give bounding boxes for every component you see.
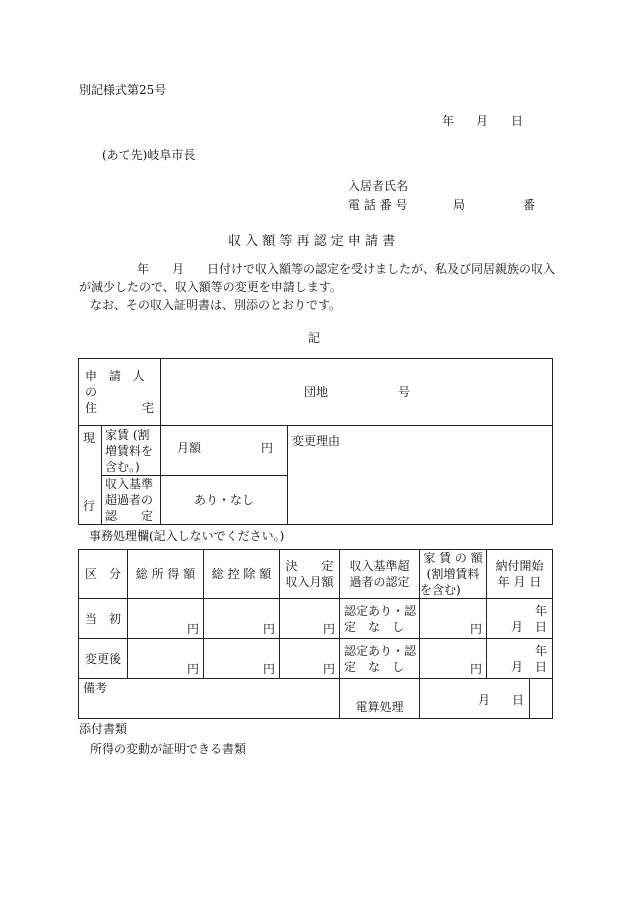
body-line3: なお、その収入証明書は、別添のとおりです。 (90, 298, 342, 312)
current-char-1: 現 (83, 431, 96, 445)
computer-label-cell (340, 679, 420, 719)
row-changed-month-day: 月 日 (510, 659, 547, 674)
header-over-cert-1: 収入基準超 (349, 559, 410, 573)
header-pay-start (487, 550, 553, 599)
header-rent-3: を含む) (420, 583, 461, 597)
computer-month: 月 (478, 693, 491, 707)
ki-label: 記 (308, 331, 321, 345)
over-label-3: 認 定 (105, 509, 154, 523)
address-label-2a: 住 (85, 401, 98, 415)
addressee: (あて先)岐阜市長 (102, 148, 196, 162)
computer-day: 日 (512, 693, 525, 707)
date-year: 年 (442, 114, 455, 128)
header-total-income: 総 所 得 額 (128, 550, 204, 599)
danchi-label: 団地 (304, 385, 329, 399)
over-label-1: 収入基準 (105, 477, 154, 491)
row-changed-cert[interactable] (340, 639, 420, 679)
change-reason-cell[interactable] (288, 426, 553, 525)
phone-station: 局 (453, 198, 466, 212)
header-rent-1: 家 賃 の 額 (423, 551, 483, 565)
current-cell (79, 426, 102, 525)
computer-date-cell[interactable] (420, 679, 553, 719)
row-changed-year: 年 (534, 643, 547, 658)
body-month: 月 (172, 262, 185, 276)
row-initial-cert[interactable] (340, 599, 420, 639)
row-initial-deduction[interactable]: 円 (204, 599, 280, 639)
row-initial-decided[interactable]: 円 (280, 599, 340, 639)
row-initial-cert-2: 定 な し (344, 619, 405, 634)
date-month: 月 (476, 114, 489, 128)
row-initial-label: 当 初 (79, 599, 128, 639)
address-label-2b: 宅 (142, 401, 155, 415)
body-line1: 日付けで収入額等の認定を受けましたが、私及び同居親族の収入 (207, 262, 556, 276)
application-table (78, 358, 553, 525)
row-changed-cert-2: 定 な し (344, 659, 405, 674)
office-table (78, 549, 553, 719)
header-decided (280, 550, 340, 599)
rent-label-cell (102, 426, 161, 476)
form-number: 別記様式第25号 (79, 83, 167, 97)
over-label-2: 超過者の (105, 493, 154, 507)
row-initial-rent[interactable]: 円 (420, 599, 487, 639)
remarks-cell[interactable] (79, 679, 340, 719)
address-label-cell (79, 359, 161, 426)
body-line2: が減少したので、収入額等の変更を申請します。 (79, 280, 342, 294)
row-changed-cert-1: 認定あり・認 (344, 643, 417, 658)
header-rent (420, 550, 487, 599)
phone-label: 電 話 番 号 (348, 198, 408, 212)
header-total-deduction: 総 控 除 額 (204, 550, 280, 599)
document-title: 収 入 額 等 再 認 定 申 請 書 (228, 234, 396, 249)
body-year: 年 (137, 262, 150, 276)
row-initial-year: 年 (534, 603, 547, 618)
over-label-cell (102, 476, 161, 525)
date-day: 日 (511, 114, 524, 128)
rent-label-1: 家賃 (割 (105, 428, 150, 442)
change-reason-label: 変更理由 (292, 434, 341, 448)
current-char-2: 行 (83, 499, 96, 513)
row-changed-rent[interactable]: 円 (420, 639, 487, 679)
computer-label: 電算処理 (355, 700, 404, 714)
phone-number: 番 (523, 198, 536, 212)
monthly-rent-cell[interactable] (161, 426, 288, 476)
header-over-cert-2: 過者の認定 (349, 575, 410, 589)
office-section-label: 事務処理欄(記入しないでください。) (89, 529, 285, 543)
go-label: 号 (398, 385, 411, 399)
monthly-label: 月額 (177, 441, 202, 455)
attachments-item: 所得の変動が証明できる書類 (90, 742, 247, 756)
row-changed-income[interactable]: 円 (128, 639, 204, 679)
ari-nashi-option[interactable]: あり・なし (194, 493, 255, 507)
attachments-title: 添付書類 (79, 722, 128, 736)
rent-label-3: 含む。) (105, 460, 140, 474)
header-rent-2: (割増賃料 (426, 567, 480, 581)
header-decided-2: 収入月額 (285, 575, 334, 589)
ari-nashi-cell[interactable] (161, 476, 288, 525)
row-initial-month-day: 月 日 (510, 619, 547, 634)
row-initial-cert-1: 認定あり・認 (344, 603, 417, 618)
address-cell[interactable] (161, 359, 553, 426)
row-initial-income[interactable]: 円 (128, 599, 204, 639)
address-label-1: 申 請 人 の (85, 369, 149, 399)
monthly-yen: 円 (261, 441, 274, 455)
header-pay-start-1: 納付開始 (495, 559, 544, 573)
header-kubun: 区 分 (79, 550, 128, 599)
row-changed-decided[interactable]: 円 (280, 639, 340, 679)
header-decided-1: 決 定 (285, 559, 334, 573)
header-over-cert (340, 550, 420, 599)
row-changed-pay-start[interactable] (487, 639, 553, 679)
applicant-name-label: 入居者氏名 (348, 179, 409, 193)
row-changed-label: 変更後 (79, 639, 128, 679)
rent-label-2: 増賃料を (105, 444, 154, 458)
row-initial-pay-start[interactable] (487, 599, 553, 639)
row-changed-deduction[interactable]: 円 (204, 639, 280, 679)
header-pay-start-2: 年 月 日 (497, 575, 542, 589)
remarks-label: 備考 (83, 681, 108, 695)
